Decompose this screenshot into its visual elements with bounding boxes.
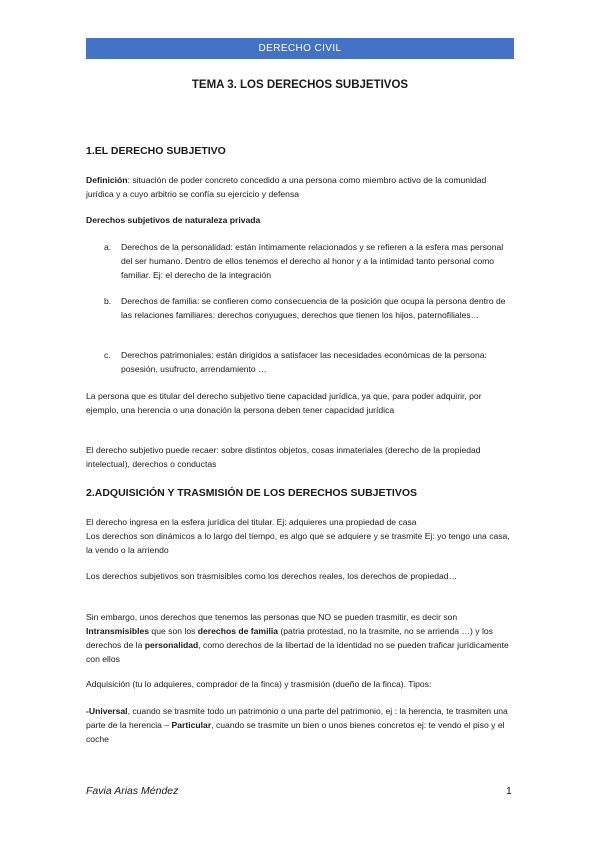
list-item-text: Derechos de familia: se confieren como consecuencia de la posición que ocupa la persona dentro de las relaciones familiares: derechos conyugues, derechos que tienen los hijos, paternofiliales… (121, 296, 506, 320)
bold-term: -Universal (86, 706, 128, 716)
text-run: , cuando se trasmite todo un patrimonio o una parte del patrimonio, ej : la herencia, te trasmiten una parte de la herencia – (86, 706, 508, 730)
text-run: , como derechos de la libertad de la identidad no se pueden traficar jurídicamente con ellos (86, 640, 509, 664)
acquisition-paragraph: El derecho ingresa en la esfera jurídica del titular. Ej: adquieres una propiedad de casa Los derechos son dinámicos a lo largo del tiempo, es algo que se adquiere y se trasmite Ej: yo tengo una casa, la vendo o la arriendo (86, 517, 510, 555)
page-title: TEMA 3. LOS DERECHOS SUBJETIVOS (191, 79, 409, 91)
definition-label: Definición (86, 175, 128, 185)
text-run: que son los (149, 626, 198, 636)
definition-paragraph (86, 173, 516, 201)
header-band-text: DERECHO CIVIL (258, 43, 342, 54)
list-item-text: Derechos de la personalidad: están íntimamente relacionados y se refieren a la esfera mas personal del ser humano. Dentro de ellos tenemos el derecho al honor y a la intimidad tanto personal como familiar. Ej: el derecho de la integración (121, 242, 504, 280)
text-run: (patria protestad, no la trasmite, no se arrienda …) y los derechos de la (86, 626, 493, 650)
bold-term: Particular (171, 720, 212, 730)
bold-term: personalidad (144, 640, 199, 650)
list-marker: a. (104, 242, 112, 252)
text-run: , cuando se trasmite un bien o unos bienes concretos ej: te vendo el piso y el coche (86, 720, 505, 744)
legal-capacity-paragraph: La persona que es titular del derecho subjetivo tiene capacidad jurídica, ya que, para poder adquirir, por ejemplo, una herencia o una donación la persona deben tener capacidad jurídica (86, 391, 482, 415)
list-marker: b. (104, 296, 112, 306)
section-1-heading: 1.EL DERECHO SUBJETIVO (86, 145, 226, 157)
bold-term: Intransmisibles (86, 626, 150, 636)
transmissible-paragraph: Los derechos subjetivos son trasmisibles como los derechos reales, los derechos de propiedad… (86, 571, 458, 581)
header-band (86, 38, 514, 59)
footer-author: Favia Arias Méndez (86, 785, 179, 797)
types-paragraph (86, 704, 516, 746)
bold-term: derechos de familia (197, 626, 279, 636)
text-run: Sin embargo, unos derechos que tenemos las personas que NO se pueden trasmitir, es decir son (86, 612, 458, 622)
list-item-text: Derechos patrimoniales: están dirigidos a satisfacer las necesidades económicas de la persona: posesión, usufructo, arrendamiento … (121, 350, 487, 374)
non-transmissible-paragraph (86, 610, 516, 666)
private-rights-subheading: Derechos subjetivos de naturaleza privada (86, 215, 261, 225)
section-2-heading: 2.ADQUISICIÓN Y TRASMISIÓN DE LOS DERECHOS SUBJETIVOS (86, 487, 418, 499)
rights-object-paragraph: El derecho subjetivo puede recaer: sobre distintos objetos, cosas inmateriales (derecho de la propiedad intelectual), derechos o conductas (86, 445, 481, 469)
list-marker: c. (104, 350, 111, 360)
definition-text: : situación de poder concreto concedido a una persona como miembro activo de la comunidad jurídica y a cuyo arbitrio se confía su ejercicio y defensa (86, 175, 487, 199)
page-number: 1 (506, 785, 512, 797)
types-intro-paragraph: Adquisición (tu lo adquieres, comprador de la finca) y trasmisión (dueño de la finca). Tipos: (86, 679, 432, 689)
